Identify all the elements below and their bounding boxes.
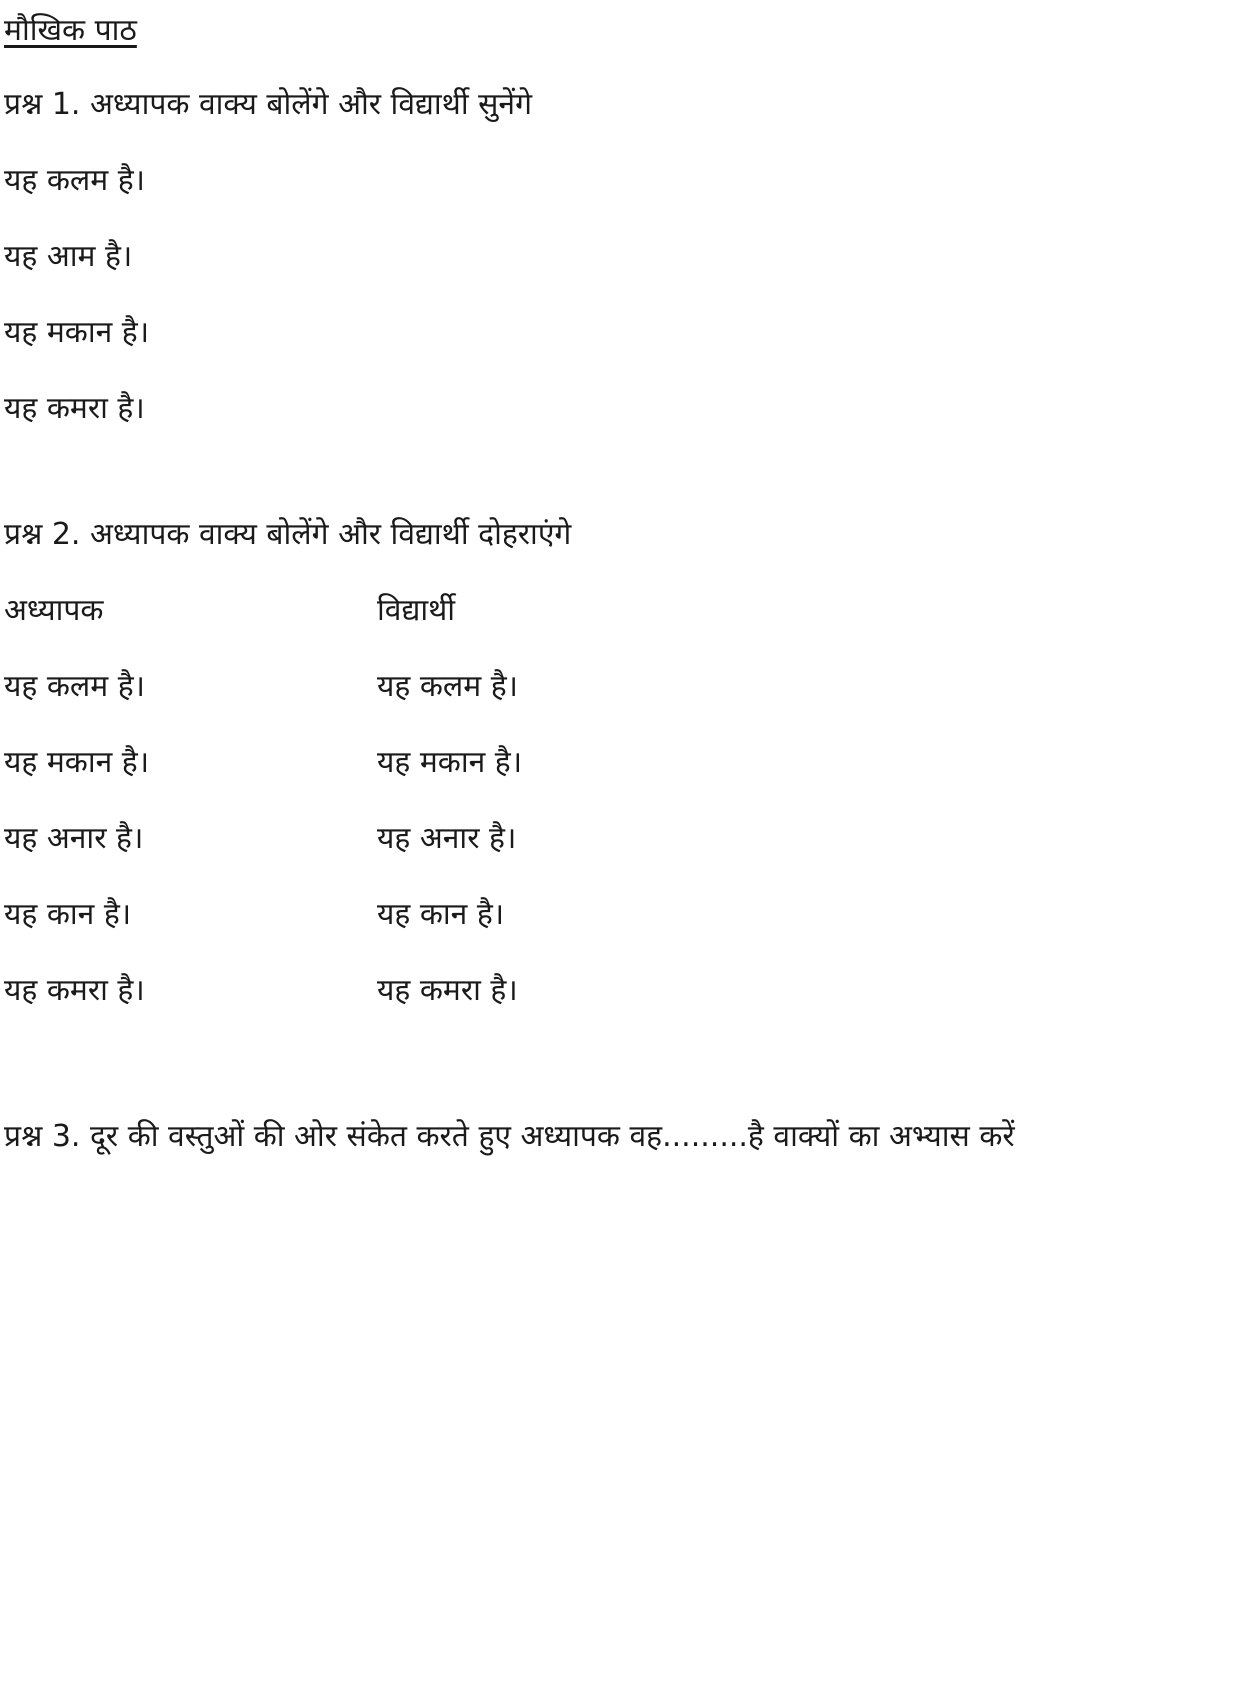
- table-row: [4, 897, 1203, 932]
- teacher-sentence: यह कान है।: [4, 897, 132, 932]
- table-row: [4, 973, 1203, 1008]
- student-sentence: यह कान है।: [377, 897, 505, 932]
- question-1-sentence: यह कलम है।: [4, 163, 146, 198]
- question-2-prompt: प्रश्न 2. अध्यापक वाक्य बोलेंगे और विद्यार्थी दोहराएंगे: [4, 517, 572, 552]
- question-1-prompt: प्रश्न 1. अध्यापक वाक्य बोलेंगे और विद्यार्थी सुनेंगे: [4, 87, 532, 122]
- section-spacer: [4, 1006, 1203, 1076]
- student-sentence: यह कमरा है।: [377, 973, 518, 1008]
- question-2-column-headers: [4, 593, 1203, 628]
- table-row: [4, 745, 1203, 780]
- student-sentence: यह कलम है।: [377, 669, 519, 704]
- table-row: [4, 821, 1203, 856]
- teacher-sentence: यह कमरा है।: [4, 973, 145, 1008]
- column-header-student: विद्यार्थी: [377, 593, 456, 628]
- section-spacer: [4, 424, 1203, 520]
- page-title: मौखिक पाठ: [4, 13, 137, 48]
- column-header-teacher: अध्यापक: [4, 593, 104, 628]
- question-3-prompt: प्रश्न 3. दूर की वस्तुओं की ओर संकेत करते हुए अध्यापक वह.........है वाक्यों का अभ्यास करें: [4, 1119, 1015, 1154]
- question-1-sentence: यह कमरा है।: [4, 391, 145, 426]
- table-row: [4, 669, 1203, 704]
- student-sentence: यह मकान है।: [377, 745, 523, 780]
- teacher-sentence: यह अनार है।: [4, 821, 144, 856]
- question-1-sentence: यह मकान है।: [4, 315, 150, 350]
- student-sentence: यह अनार है।: [377, 821, 517, 856]
- teacher-sentence: यह कलम है।: [4, 669, 146, 704]
- teacher-sentence: यह मकान है।: [4, 745, 150, 780]
- question-1-sentence: यह आम है।: [4, 239, 133, 274]
